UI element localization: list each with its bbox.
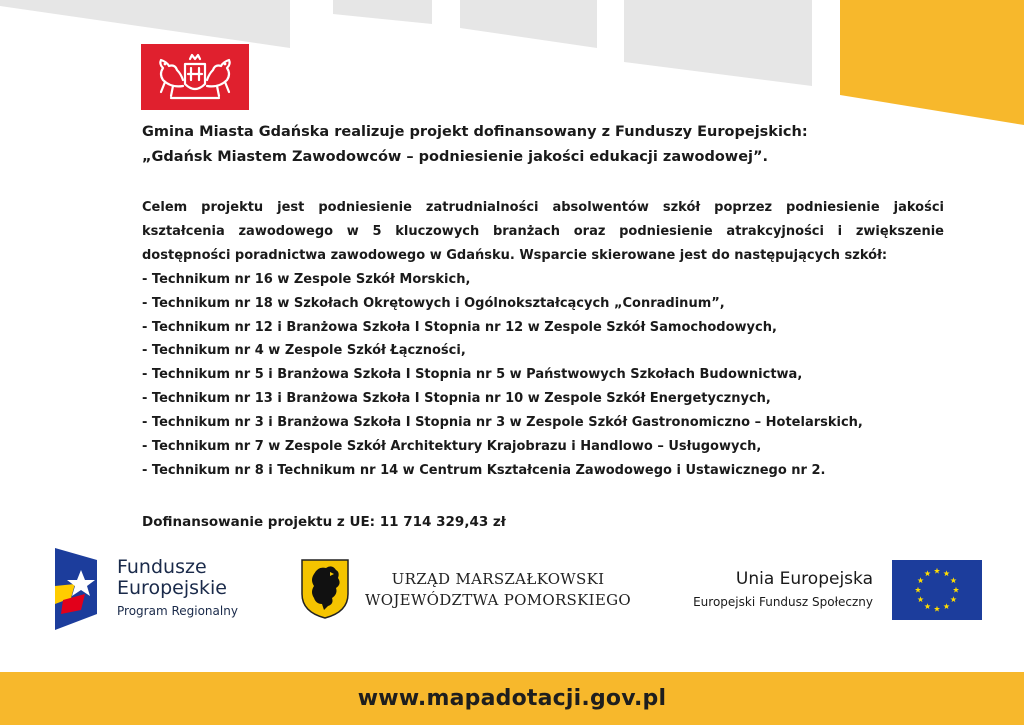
unia-line-2: Europejski Fundusz Społeczny bbox=[693, 595, 873, 609]
headline-line-2: „Gdańsk Miastem Zawodowców – podniesienie jakości edukacji zawodowej”. bbox=[142, 149, 769, 165]
pomorskie-griffin-icon bbox=[300, 558, 350, 620]
list-item: - Technikum nr 3 i Branżowa Szkoła I Stopnia nr 3 w Zespole Szkół Gastronomiczno – Hotelarskich, bbox=[142, 415, 863, 431]
list-item: - Technikum nr 13 i Branżowa Szkoła I Stopnia nr 10 w Zespole Szkół Energetycznych, bbox=[142, 391, 771, 407]
school-list bbox=[142, 268, 944, 483]
urzad-line-1: URZĄD MARSZAŁKOWSKI bbox=[391, 570, 605, 588]
fundusze-europejskie-logo bbox=[55, 548, 255, 630]
urzad-line-2: WOJEWÓDZTWA POMORSKIEGO bbox=[365, 591, 631, 609]
list-item: - Technikum nr 4 w Zespole Szkół Łączności, bbox=[142, 343, 466, 359]
list-item: - Technikum nr 5 i Branżowa Szkoła I Stopnia nr 5 w Państwowych Szkołach Budownictwa, bbox=[142, 367, 803, 383]
gdansk-coat-of-arms-icon bbox=[141, 44, 249, 110]
headline bbox=[142, 120, 952, 170]
intro-paragraph: Celem projektu jest podniesienie zatrudnialności absolwentów szkół poprzez podniesienie jakości kształcenia zawodowego w 5 kluczowych branżach oraz podniesienie atrakcyjności i zwiększenie dostępności poradnictwa zawodowego w Gdańsku. Wsparcie skierowane jest do następujących szkół: bbox=[142, 200, 944, 263]
urzad-marszalkowski-logo bbox=[300, 558, 640, 622]
urzad-text bbox=[362, 569, 634, 611]
fundusze-line-3: Program Regionalny bbox=[117, 604, 238, 618]
unia-europejska-logo bbox=[680, 558, 990, 622]
gdansk-logo bbox=[141, 44, 249, 110]
footer-bar bbox=[0, 672, 1024, 725]
headline-line-1: Gmina Miasta Gdańska realizuje projekt dofinansowany z Funduszy Europejskich: bbox=[142, 124, 808, 140]
list-item: - Technikum nr 18 w Szkołach Okrętowych i Ogólnokształcących „Conradinum”, bbox=[142, 295, 725, 311]
list-item: - Technikum nr 12 i Branżowa Szkoła I Stopnia nr 12 w Zespole Szkół Samochodowych, bbox=[142, 319, 777, 335]
fundusze-europejskie-icon bbox=[55, 548, 101, 630]
eu-flag-icon bbox=[892, 560, 982, 620]
list-item: - Technikum nr 16 w Zespole Szkół Morskich, bbox=[142, 271, 471, 287]
footer-url-link[interactable]: www.mapadotacji.gov.pl bbox=[357, 686, 667, 711]
fundusze-line-2: Europejskie bbox=[117, 577, 227, 599]
funding-amount: Dofinansowanie projektu z UE: 11 714 329,43 zł bbox=[142, 514, 506, 530]
unia-text bbox=[693, 567, 873, 611]
list-item: - Technikum nr 8 i Technikum nr 14 w Centrum Kształcenia Zawodowego i Ustawicznego nr 2. bbox=[142, 462, 826, 478]
list-item: - Technikum nr 7 w Zespole Szkół Architektury Krajobrazu i Handlowo – Usługowych, bbox=[142, 439, 762, 455]
unia-line-1: Unia Europejska bbox=[735, 569, 873, 589]
fundusze-text bbox=[117, 557, 238, 620]
fundusze-line-1: Fundusze bbox=[117, 556, 207, 578]
project-description bbox=[142, 196, 944, 483]
